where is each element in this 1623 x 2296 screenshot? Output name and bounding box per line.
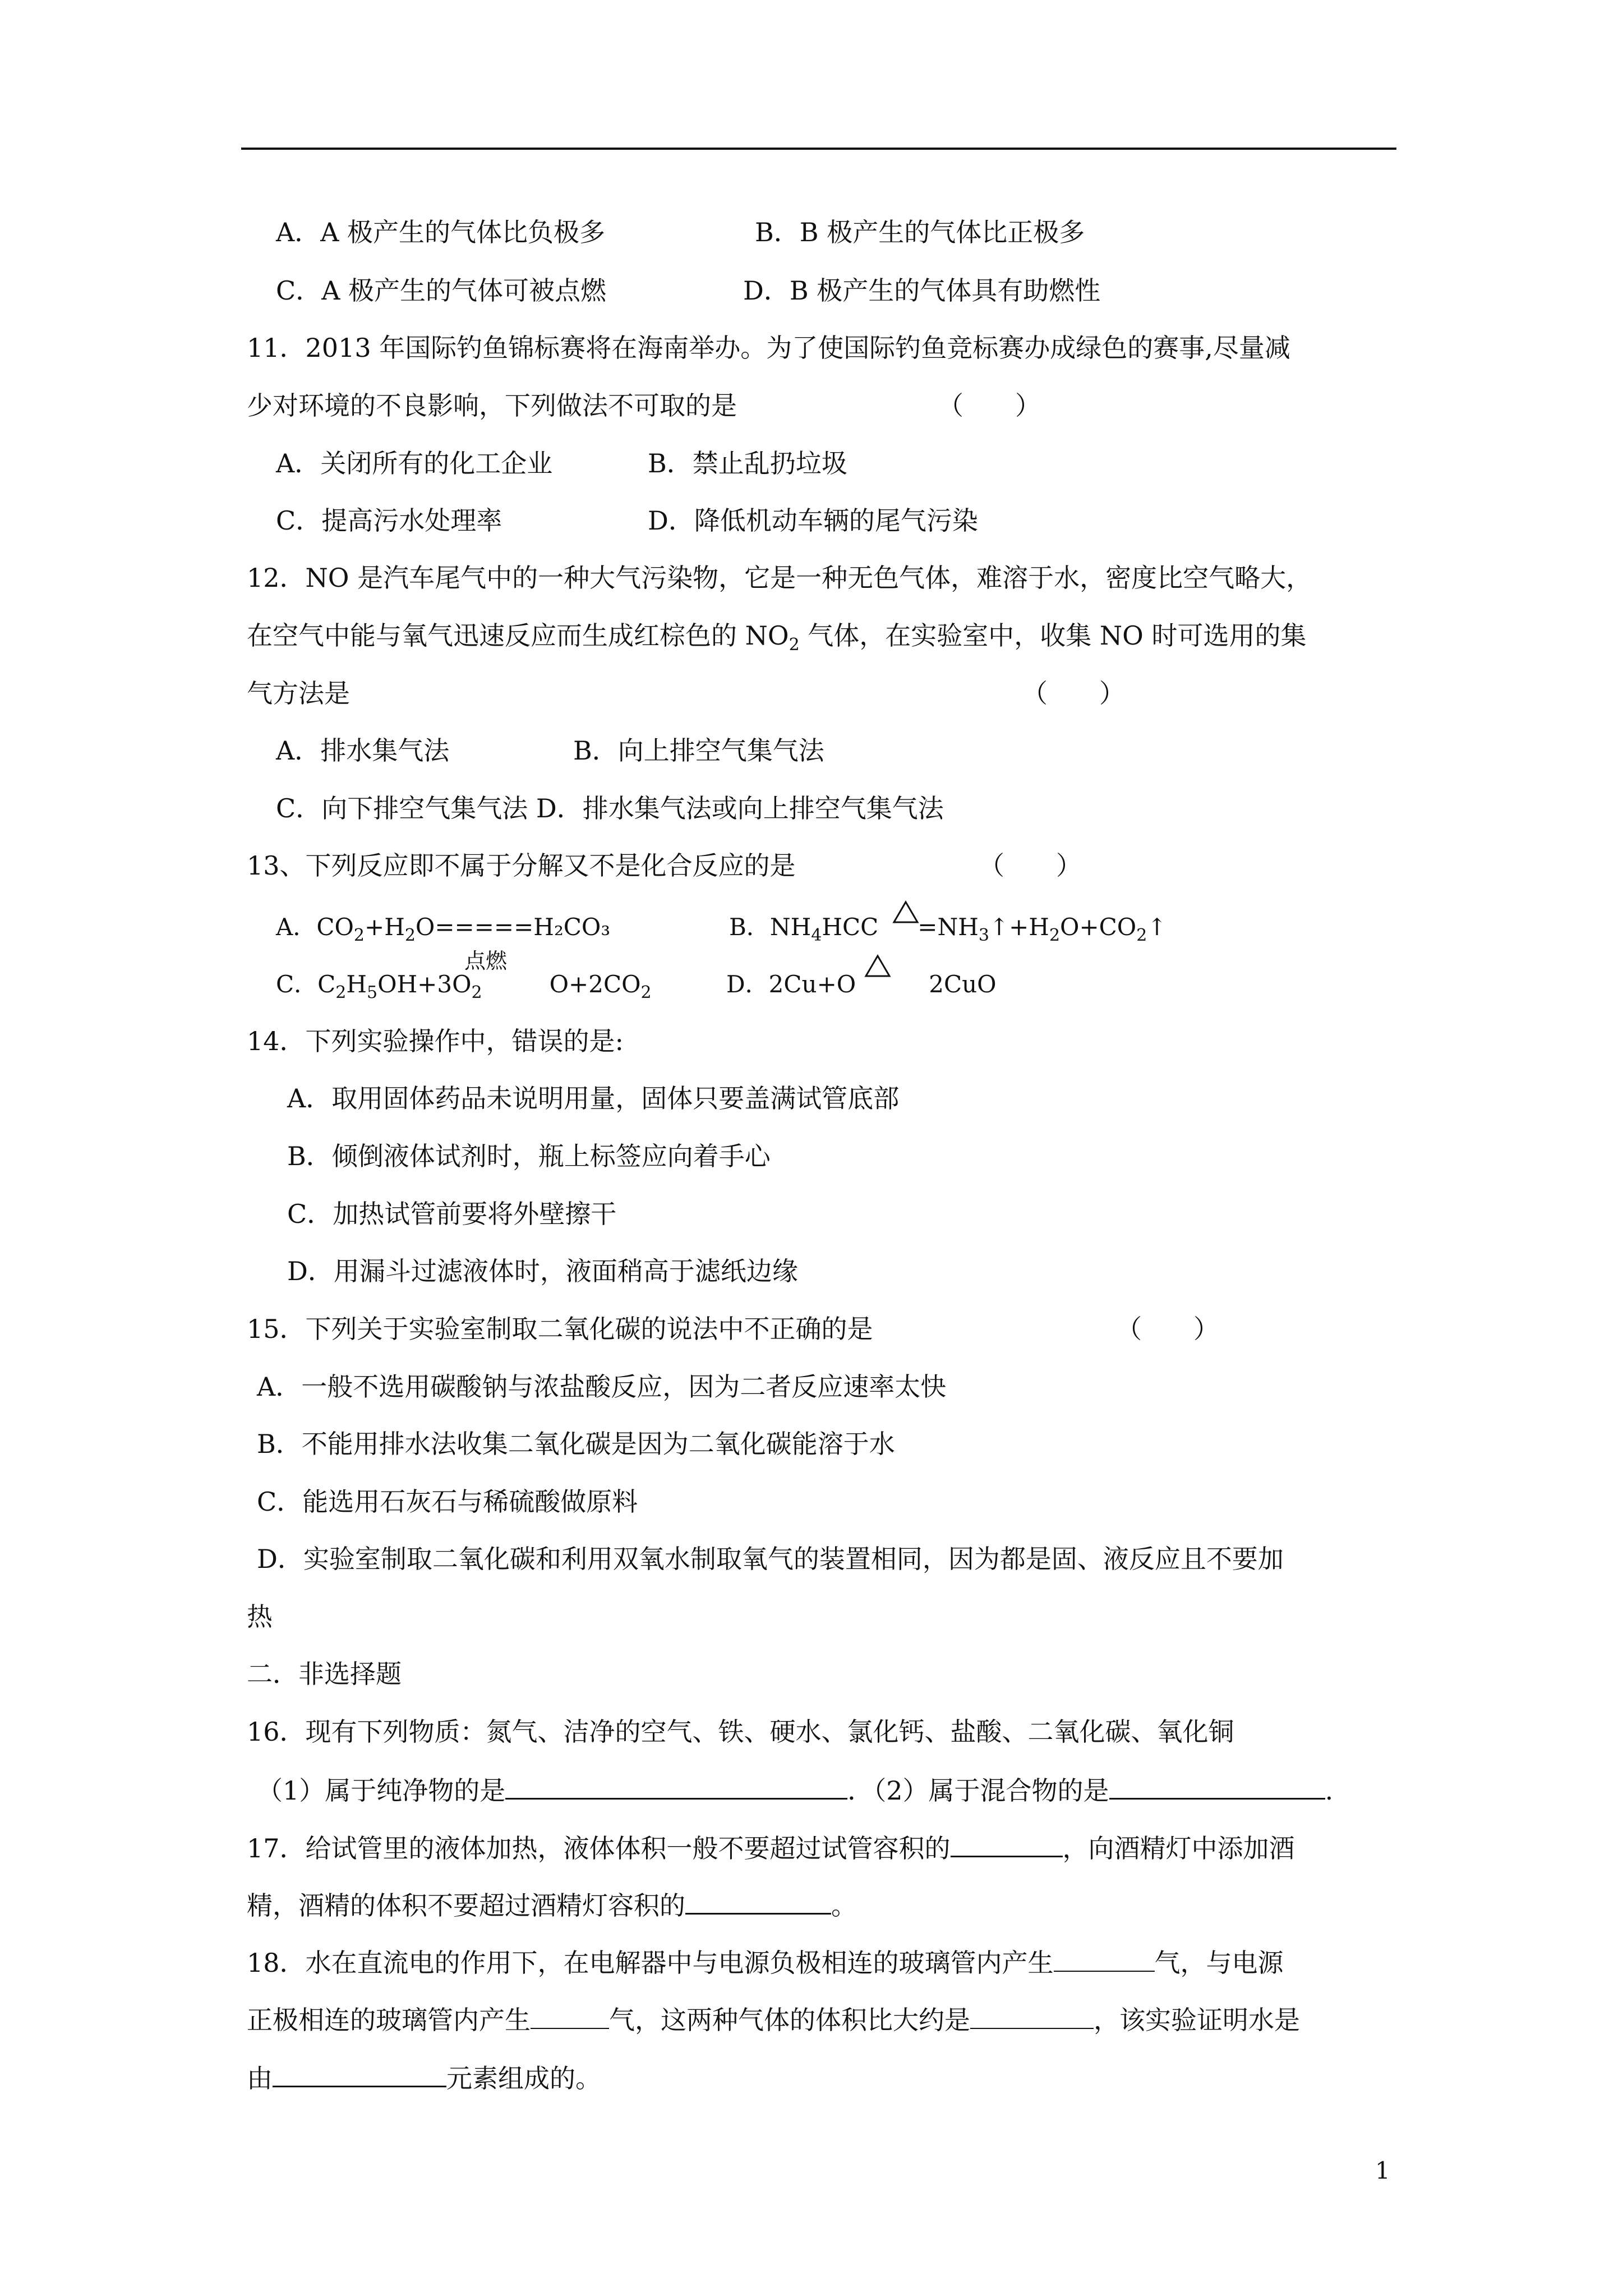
q12-option-b: B．向上排空气集气法 <box>573 735 824 766</box>
q13-option-b: B．$NH_4HCC$ $=NH_3↑+H_2O+CO_2↑$ <box>729 913 1167 945</box>
q11-answer-paren: （ ） <box>938 390 1041 421</box>
q14-option-b: B．倾倒液体试剂时，瓶上标签应向着手心 <box>287 1141 771 1171</box>
q12-answer-paren: （ ） <box>1022 678 1125 708</box>
q18-blank-negative-gas[interactable] <box>1054 1946 1155 1972</box>
q18-line2: 正极相连的玻璃管内产生 气，这两种气体的体积比大约是 ，该实验证明水是 <box>247 2003 1300 2036</box>
q12-option-a: A．排水集气法 <box>276 735 450 766</box>
q15-option-c: C．能选用石灰石与稀硫酸做原料 <box>257 1487 638 1517</box>
q18-blank-elements[interactable] <box>273 2061 446 2087</box>
q15-option-d-line2: 热 <box>247 1602 273 1632</box>
q12-option-cd: C．向下排空气集气法 D．排水集气法或向上排空气集气法 <box>276 793 944 823</box>
q10-option-b: B．B 极产生的气体比正极多 <box>755 217 1085 247</box>
q17-line1: 17．给试管里的液体加热，液体体积一般不要超过试管容积的 ，向酒精灯中添加酒 <box>247 1831 1295 1864</box>
q11-option-b: B．禁止乱扔垃圾 <box>648 448 847 478</box>
q15-option-a: A．一般不选用碳酸钠与浓盐酸反应，因为二者反应速率太快 <box>257 1372 947 1402</box>
q17-line2: 精，酒精的体积不要超过酒精灯容积的 。 <box>247 1888 857 1921</box>
q11-stem-line1: 11．2013 年国际钓鱼锦标赛将在海南举办。为了使国际钓鱼竞标赛办成绿色的赛事,尽量减 <box>247 333 1290 363</box>
q15-option-b: B．不能用排水法收集二氧化碳是因为二氧化碳能溶于水 <box>257 1429 895 1459</box>
q11-option-d: D．降低机动车辆的尾气污染 <box>648 505 978 536</box>
q17-blank-lamp[interactable] <box>685 1888 831 1915</box>
q13-stem: 13、下列反应即不属于分解又不是化合反应的是 <box>247 850 796 881</box>
q15-stem: 15．下列关于实验室制取二氧化碳的说法中不正确的是 <box>247 1314 873 1344</box>
q18-line1: 18．水在直流电的作用下，在电解器中与电源负极相连的玻璃管内产生 气，与电源 <box>247 1946 1284 1978</box>
q14-stem: 14．下列实验操作中，错误的是: <box>247 1026 624 1056</box>
q17-blank-tube[interactable] <box>951 1831 1063 1857</box>
q10-option-a: A．A 极产生的气体比负极多 <box>276 217 606 247</box>
q13-option-d: D．2Cu+O 2CuO <box>726 970 997 998</box>
q12-stem-line1: 12．NO 是汽车尾气中的一种大气污染物，它是一种无色气体，难溶于水，密度比空气略大， <box>247 563 1312 593</box>
q15-option-d-line1: D．实验室制取二氧化碳和利用双氧水制取氧气的装置相同，因为都是固、液反应且不要加 <box>257 1544 1284 1574</box>
q13-option-c: C．$C_2H_5OH+3O_2$ $O+2CO_2$ <box>276 970 652 1002</box>
q11-stem-line2: 少对环境的不良影响，下列做法不可取的是 <box>247 390 737 421</box>
q11-option-c: C．提高污水处理率 <box>276 505 502 536</box>
header-rule <box>241 148 1396 150</box>
q13-answer-paren: （ ） <box>979 850 1082 881</box>
page-number: 1 <box>1375 2157 1390 2184</box>
q13-option-a: A．$CO_2+H_2O=====H_2CO_3$ <box>276 913 611 945</box>
q16-parts: （1）属于纯净物的是 ．（2）属于混合物的是 . <box>257 1773 1333 1806</box>
q18-blank-volume-ratio[interactable] <box>970 2003 1094 2029</box>
q15-answer-paren: （ ） <box>1116 1314 1219 1344</box>
q10-option-d: D．B 极产生的气体具有助燃性 <box>743 275 1101 306</box>
section-heading: 二．非选择题 <box>247 1659 402 1689</box>
q12-stem-line2: 在空气中能与氧气迅速反应而生成红棕色的 $NO_2$ 气体，在实验室中，收集 NO 时可选用的集 <box>247 620 1307 655</box>
q11-option-a: A．关闭所有的化工企业 <box>276 448 553 478</box>
q18-blank-positive-gas[interactable] <box>531 2003 609 2029</box>
q10-option-c: C．A 极产生的气体可被点燃 <box>276 275 607 306</box>
q14-option-d: D．用漏斗过滤液体时，液面稍高于滤纸边缘 <box>287 1256 798 1286</box>
q18-line3: 由 元素组成的。 <box>247 2061 601 2094</box>
q16-stem: 16．现有下列物质：氮气、洁净的空气、铁、硬水、氯化钙、盐酸、二氧化碳、氧化铜 <box>247 1717 1234 1747</box>
q12-stem-line3: 气方法是 <box>247 678 350 708</box>
q16-blank-mixture[interactable] <box>1109 1773 1325 1800</box>
q16-blank-pure[interactable] <box>505 1773 847 1800</box>
q13-condition-ignite: 点燃 <box>464 949 508 973</box>
q14-option-a: A．取用固体药品未说明用量，固体只要盖满试管底部 <box>287 1083 900 1114</box>
q14-option-c: C．加热试管前要将外壁擦干 <box>287 1199 617 1229</box>
